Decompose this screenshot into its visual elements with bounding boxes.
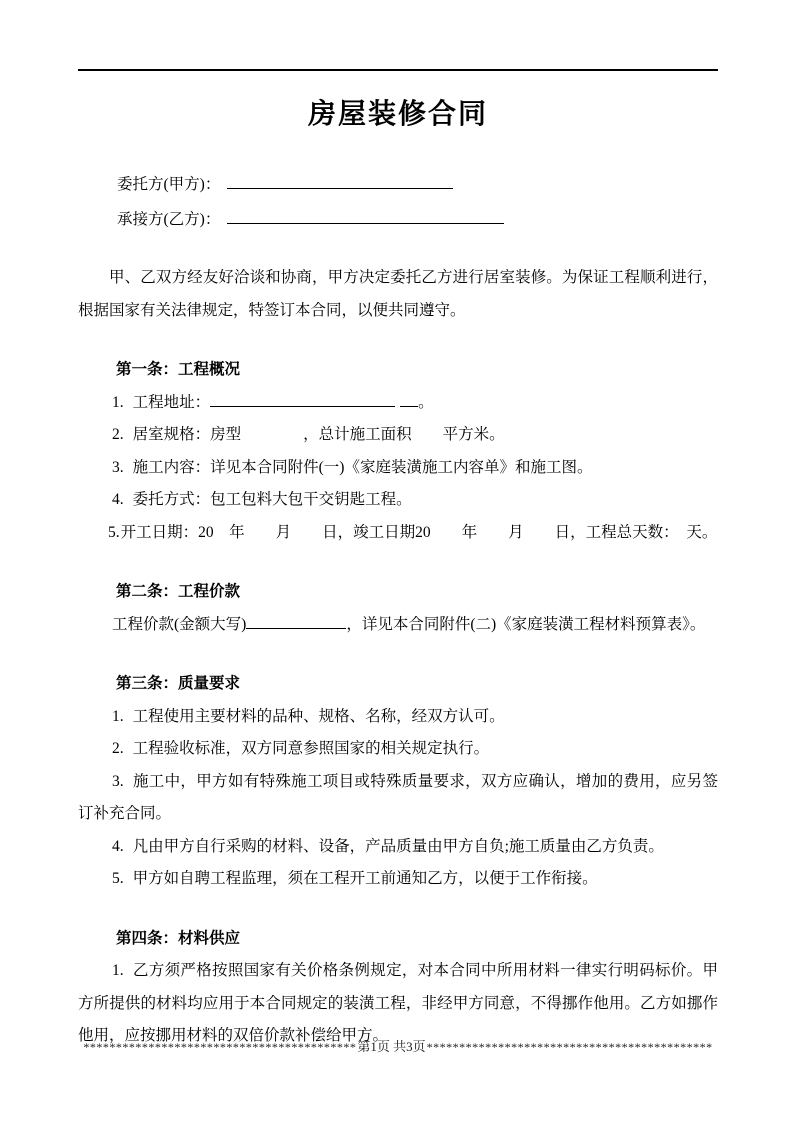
section-4-item-1 bbox=[78, 955, 718, 1053]
item-number: 5. bbox=[112, 870, 124, 887]
price-blank-underline bbox=[246, 615, 346, 629]
item-text: 施工内容：详见本合同附件(一)《家庭装潢施工内容单》和施工图。 bbox=[132, 458, 593, 476]
item-number: 2. bbox=[112, 426, 124, 443]
item-text: 乙方须严格按照国家有关价格条例规定，对本合同中所用材料一律实行明码标价。甲方所提供的材料均应用于本合同规定的装潢工程，非经甲方同意，不得挪作他用。乙方如挪作他用，应按挪用材料的双倍价款补偿给甲方。 bbox=[78, 962, 718, 1044]
item-text: 凡由甲方自行采购的材料、设备，产品质量由甲方自负;施工质量由乙方负责。 bbox=[132, 837, 664, 855]
address-blank-underline-short bbox=[400, 393, 418, 407]
item-number: 3. bbox=[112, 772, 124, 790]
page-title: 房屋装修合同 bbox=[307, 99, 488, 130]
item-text: 工程使用主要材料的品种、规格、名称，经双方认可。 bbox=[132, 707, 505, 725]
section-1-item-4 bbox=[78, 484, 718, 517]
section-3-item-4 bbox=[78, 831, 718, 864]
header-rule bbox=[78, 69, 718, 71]
section-1-item-5 bbox=[78, 517, 718, 550]
footer-page-number: 第1页 共3页 bbox=[357, 1039, 426, 1054]
address-blank-underline bbox=[210, 393, 395, 407]
page-footer bbox=[78, 1039, 718, 1055]
parties-block bbox=[78, 167, 718, 237]
item-number: 1. bbox=[112, 393, 124, 411]
section-4-heading: 第四条：材料供应 bbox=[116, 929, 241, 947]
section-2-price-line bbox=[78, 609, 718, 642]
section-1-item-1 bbox=[78, 387, 718, 420]
item-number: 2. bbox=[112, 740, 124, 757]
item-text: 委托方式：包工包料大包干交钥匙工程。 bbox=[132, 491, 412, 508]
section-2-heading: 第二条：工程价款 bbox=[116, 583, 241, 600]
item-text: 工程验收标准，双方同意参照国家的相关规定执行。 bbox=[132, 740, 490, 757]
item-number: 1. bbox=[112, 962, 124, 979]
item-text: 居室规格：房型 ，总计施工面积 平方米。 bbox=[132, 426, 505, 443]
item-number: 3. bbox=[112, 458, 124, 476]
contract-intro: 甲、乙双方经友好洽谈和协商，甲方决定委托乙方进行居室装修。为保证工程顺利进行，根据国家有关法律规定，特签订本合同，以便共同遵守。 bbox=[78, 269, 718, 319]
item-number: 4. bbox=[112, 837, 124, 855]
item-number: 5. bbox=[108, 523, 120, 541]
item-text: 施工中，甲方如有特殊施工项目或特殊质量要求，双方应确认，增加的费用，应另签订补充合同。 bbox=[78, 772, 718, 822]
section-1-item-3 bbox=[78, 452, 718, 485]
footer-stars-right: ******************************************** bbox=[426, 1040, 713, 1054]
item-text: 开工日期：20 年 月 日，竣工日期20 年 月 日，工程总天数： 天。 bbox=[120, 523, 718, 541]
section-3-item-2 bbox=[78, 733, 718, 766]
party-line-b bbox=[117, 202, 718, 237]
section-1-item-2 bbox=[78, 419, 718, 452]
item-text: 甲方如自聘工程监理，须在工程开工前通知乙方，以便于工作衔接。 bbox=[132, 870, 598, 887]
section-3-item-1 bbox=[78, 701, 718, 734]
party-b-blank-underline bbox=[227, 210, 504, 224]
item-number: 1. bbox=[112, 707, 124, 725]
price-text-post: ，详见本合同附件(二)《家庭装潢工程材料预算表》。 bbox=[346, 615, 706, 633]
party-b-label: 承接方(乙方)： bbox=[117, 211, 221, 228]
section-1-heading: 第一条：工程概况 bbox=[116, 361, 241, 378]
item-text-end: 。 bbox=[418, 393, 434, 411]
item-text: 工程地址： bbox=[132, 393, 211, 411]
party-a-label: 委托方(甲方)： bbox=[117, 176, 221, 193]
price-text-pre: 工程价款(金额大写) bbox=[112, 615, 247, 633]
section-3-item-5 bbox=[78, 863, 718, 896]
section-3-item-3 bbox=[78, 766, 718, 831]
footer-stars-left: ****************************************** bbox=[83, 1040, 357, 1054]
party-a-blank-underline bbox=[227, 175, 453, 189]
party-line-a bbox=[117, 167, 718, 202]
item-number: 4. bbox=[112, 491, 124, 508]
section-3-heading: 第三条：质量要求 bbox=[116, 675, 241, 692]
